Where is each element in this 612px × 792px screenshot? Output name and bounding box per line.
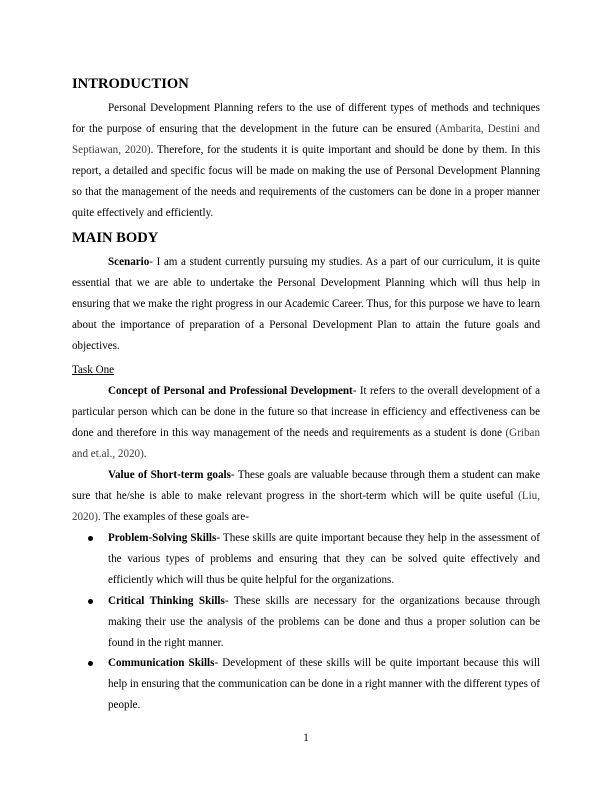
concept-label: Concept of Personal and Professional Development — [108, 385, 353, 397]
bullet-text: - Development of these skills will be quite important because this will help in ensuring that the communication can be done in a right manner with the different types of people. — [108, 657, 541, 712]
short-term-goals-paragraph — [72, 465, 540, 528]
page-number: 1 — [303, 732, 309, 744]
bullet-dot-icon — [88, 536, 93, 541]
short-term-goals-label: Value of Short-term goals — [108, 469, 231, 481]
scenario-paragraph — [72, 252, 540, 357]
introduction-text-part-1: Personal Development Planning refers to the use of different types of methods and techniques for the purpose of ensuring that the development in the future can be ensured — [72, 102, 540, 135]
short-term-goals-citation: (Liu, 2020) — [72, 489, 540, 523]
main-body-heading: MAIN BODY — [72, 230, 159, 246]
scenario-text: - I am a student currently pursuing my studies. As a part of our curriculum, it is quite essential that we are able to undertake the Personal Development Planning which will thus help in ensuring that we make the right progress in our Academic Career. Thus, for this purpose we have to learn about the importance of preparation of a Personal Development Plan to attain the future goals and objectives. — [72, 256, 540, 352]
bullet-text: - These skills are necessary for the organizations because through making their use the analysis of the problems can be done and thus a proper solution can be found in the right manner. — [108, 594, 540, 649]
list-item — [88, 528, 540, 591]
list-item — [88, 591, 540, 654]
list-item — [88, 653, 540, 716]
concept-end: . — [143, 447, 147, 460]
concept-paragraph — [72, 381, 540, 465]
bullet-label: Problem-Solving Skills — [108, 532, 217, 544]
short-term-goals-end: . The examples of these goals are- — [97, 510, 249, 523]
introduction-paragraph — [72, 98, 540, 223]
short-term-goals-text: - These goals are valuable because through them a student can make sure that he/she is able to make relevant progress in the short-term which will be quite useful — [72, 469, 540, 502]
scenario-label: Scenario — [108, 256, 150, 268]
bullet-text: - These skills are quite important because they help in the assessment of the various types of problems and ensuring that they can be solved quite effectively and efficiently which will thus be quite helpful for the organizations. — [108, 532, 540, 586]
introduction-heading: INTRODUCTION — [72, 76, 189, 92]
introduction-text-part-2: . Therefore, for the students it is quite important and should be done by them. In this report, a detailed and specific focus will be made on making the use of Personal Development Planning so that the management of the needs and requirements of the customers can be done in a proper manner quite effectively and efficiently. — [72, 143, 541, 219]
introduction-citation: (Ambarita, Destini and Septiawan, 2020) — [72, 122, 540, 156]
task-one-title: Task One — [72, 364, 115, 376]
bullet-label: Communication Skills — [108, 657, 215, 670]
concept-citation: (Griban and et.al., 2020) — [72, 426, 540, 460]
skills-bullet-list — [88, 528, 540, 716]
bullet-dot-icon — [88, 661, 93, 666]
bullet-dot-icon — [88, 599, 93, 604]
bullet-label: Critical Thinking Skills — [108, 594, 225, 607]
concept-text: - It refers to the overall development of a particular person which can be done in the future so that increase in efficiency and effectiveness can be done and therefore in this way management of the needs and requirements as a student is done — [72, 385, 540, 439]
